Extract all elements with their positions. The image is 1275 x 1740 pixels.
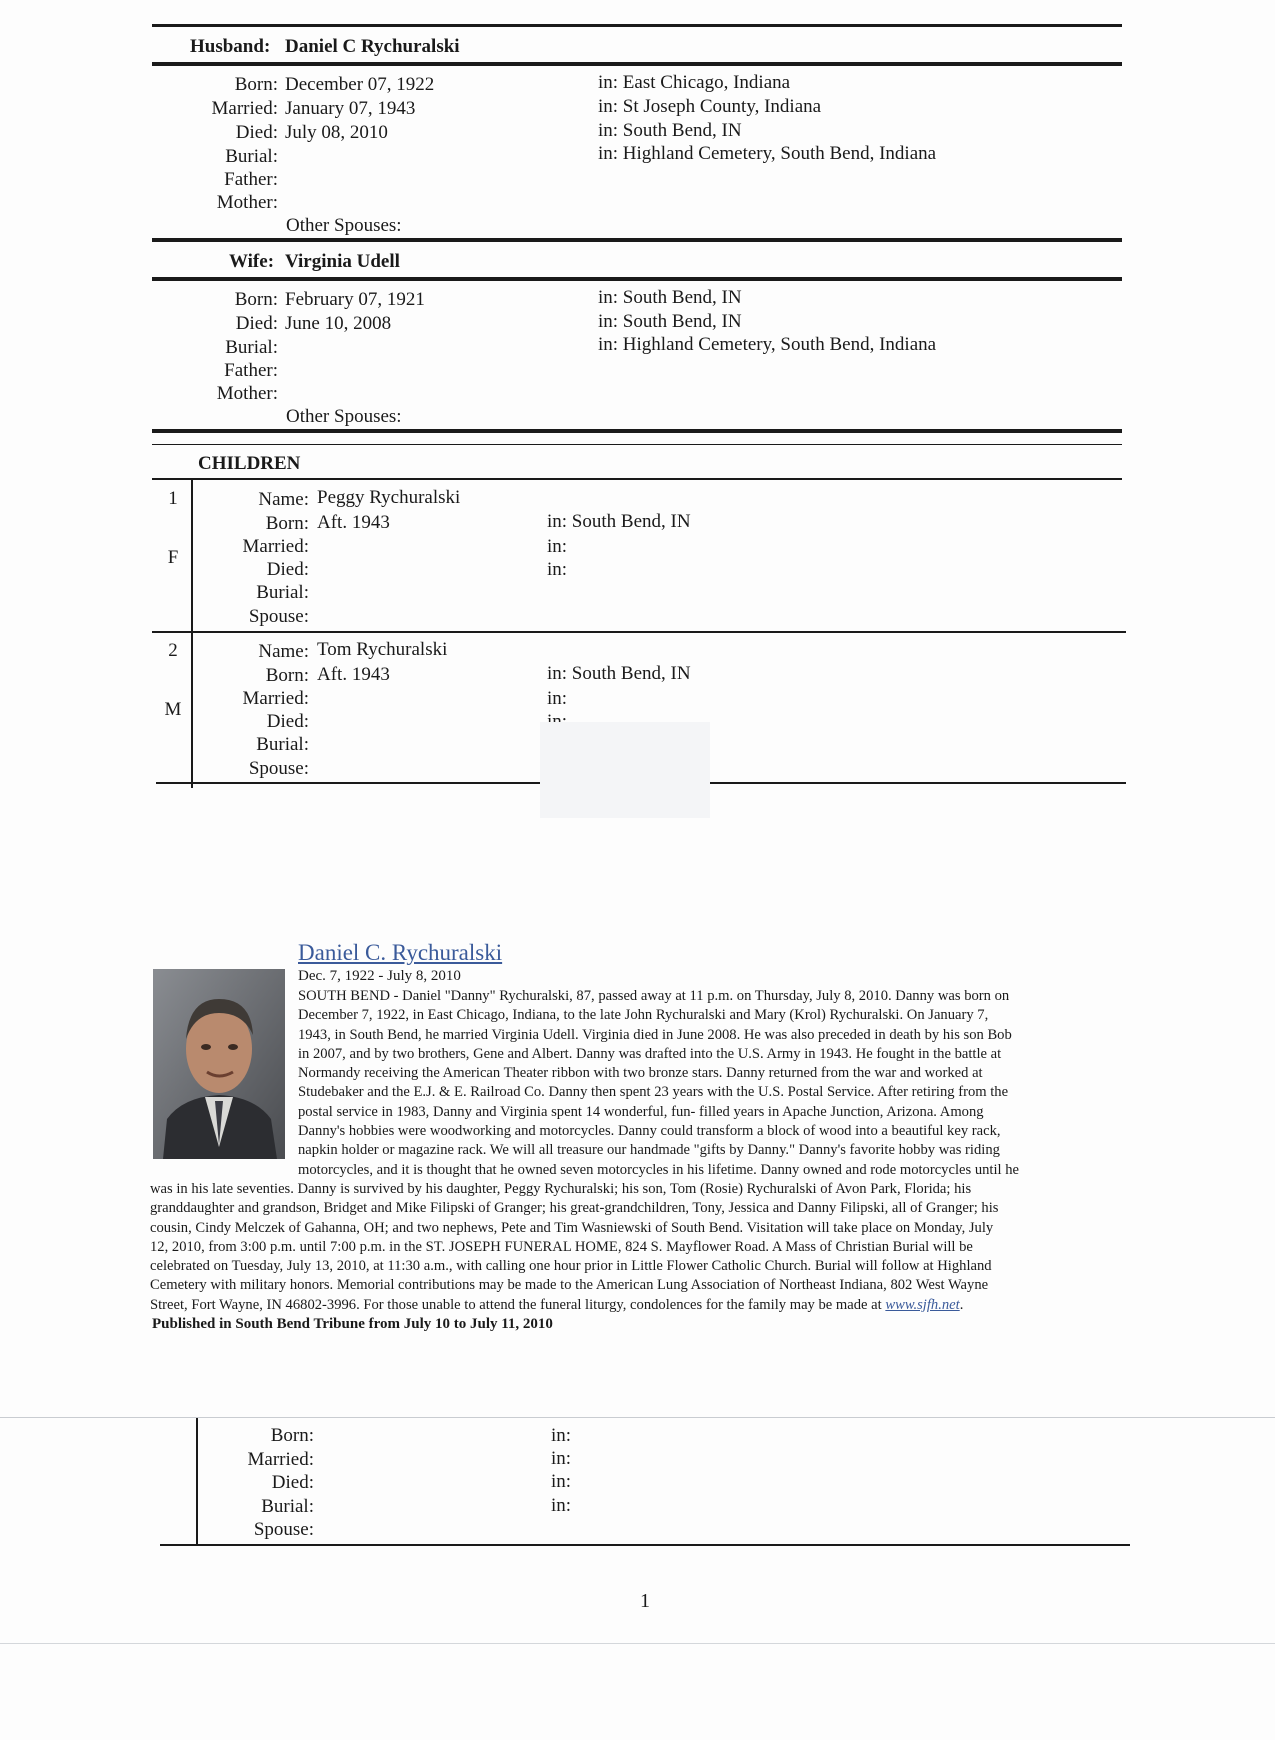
obit-line: Studebaker and the E.J. & E. Railroad Co. Danny then spent 23 years with the U.S. Postal Service. After retiring from the [298,1084,1009,1101]
child-2-sex: M [164,699,182,720]
child-2-born-place: in: South Bend, IN [547,663,691,684]
child-1-born-place: in: South Bend, IN [547,511,691,532]
husband-rule [152,62,1122,66]
child-1-died-in: in: [547,559,568,580]
child-1-sex: F [167,547,179,568]
children-heading: CHILDREN [198,453,301,474]
wife-name: Virginia Udell [285,251,400,272]
child-1-name: Peggy Rychuralski [317,487,461,508]
wife-mother-label: Mother: [216,383,278,404]
wife-rule [152,277,1122,281]
obit-line: 1943, in South Bend, he married Virginia Udell. Virginia died in June 2008. He was also preceded in death by his son Bob [298,1026,1012,1043]
child-1-married-in: in: [547,536,568,557]
wife-born-place: in: South Bend, IN [598,287,742,308]
obit-line: granddaughter and grandson, Bridget and Mike Filipski of Granger; his great-grandchildren, Tony, Jessica and Danny Filipski, all of Granger; his [150,1200,999,1217]
wife-born-date: February 07, 1921 [285,289,425,310]
children-heading-rule [152,478,1122,480]
child-2-born: Aft. 1943 [317,664,390,685]
child-1-married-label: Married: [242,536,309,557]
show-through-shade [540,722,710,818]
wife-top-rule [152,238,1122,242]
obit-last-text: Street, Fort Wayne, IN 46802-3996. For those unable to attend the funeral liturgy, condolences for the family may be made at [150,1296,886,1313]
husband-father-label: Father: [224,169,278,190]
husband-born-label: Born: [234,74,278,95]
bottom-born-label: Born: [270,1425,314,1446]
portrait-photo [153,969,285,1159]
child-1-burial-label: Burial: [256,582,309,603]
child-2-born-label: Born: [265,665,309,686]
bottom-born-in: in: [551,1425,572,1446]
husband-mother-label: Mother: [216,192,278,213]
husband-married-date: January 07, 1943 [285,98,416,119]
funeral-home-link[interactable]: www.sjfh.net [885,1296,960,1313]
husband-burial-place: in: Highland Cemetery, South Bend, Indiana [598,143,937,164]
obit-line: postal service in 1983, Danny and Virginia spent 14 wonderful, fun- filled years in Apache Junction, Arizona. Among [298,1103,984,1120]
published-note: Published in South Bend Tribune from July 10 to July 11, 2010 [152,1316,553,1332]
wife-other-spouses: Other Spouses: [286,406,402,427]
child-1-bottom-rule [152,631,1126,633]
obit-line: napkin holder or magazine rack. We will all treasure our handmade "gifts by Danny." Danny's favorite hobby was riding [298,1142,1000,1159]
husband-died-place: in: South Bend, IN [598,120,742,141]
overlay-edge-rule [0,1417,1275,1418]
wife-died-date: June 10, 2008 [285,313,392,334]
obit-line: motorcycles, and it is thought that he owned seven motorcycles in his lifetime. Danny owned and rode motorcycles until he [298,1161,1020,1178]
husband-heading: Husband: [190,36,271,57]
child-2-name: Tom Rychuralski [317,639,448,660]
obituary-dates: Dec. 7, 1922 - July 8, 2010 [298,968,461,984]
obit-line: celebrated on Tuesday, July 13, 2010, at 11:30 a.m., with calling one hour prior in Little Flower Catholic Church. Burial will follow at Highland [150,1258,992,1275]
wife-born-label: Born: [234,289,278,310]
obit-line-last [150,1296,1125,1315]
children-top-rule [152,429,1122,433]
obituary-title: Daniel C. Rychuralski [298,940,503,965]
bottom-rule [160,1544,1130,1546]
wife-died-place: in: South Bend, IN [598,311,742,332]
bottom-married-label: Married: [247,1449,314,1470]
obit-line: Danny's hobbies were woodworking and motorcycles. Danny could transform a block of wood into a beautiful key rack, [298,1123,1001,1140]
page-number: 1 [640,1590,650,1612]
obit-line: in 2007, and by two brothers, Gene and Albert. Danny was drafted into the U.S. Army in 1943. He fought in the battle at [298,1045,1002,1062]
bottom-died-in: in: [551,1471,572,1492]
child-1-born-label: Born: [265,513,309,534]
bottom-married-in: in: [551,1448,572,1469]
wife-burial-place: in: Highland Cemetery, South Bend, Indiana [598,334,937,355]
husband-burial-label: Burial: [225,146,278,167]
child-2-married-label: Married: [242,688,309,709]
wife-died-label: Died: [235,313,278,334]
child-2-married-in: in: [547,688,568,709]
page-bottom-edge [0,1643,1275,1644]
children-top-rule-2 [152,444,1122,445]
child-1-died-label: Died: [266,559,309,580]
child-1-number: 1 [168,488,178,509]
child-1-spouse-label: Spouse: [248,606,309,627]
wife-heading: Wife: [229,251,275,272]
obit-line: SOUTH BEND - Daniel "Danny" Rychuralski, 87, passed away at 11 p.m. on Thursday, July 8, 2010. Danny was born on [298,988,1010,1004]
wife-burial-label: Burial: [225,337,278,358]
top-rule [152,24,1122,27]
husband-other-spouses: Other Spouses: [286,215,402,236]
obit-line: December 7, 1922, in East Chicago, Indiana, to the late John Rychuralski and Mary (Krol) Rychuralski. On January 7, [298,1007,989,1024]
husband-name: Daniel C Rychuralski [285,36,460,57]
bottom-died-label: Died: [271,1472,314,1493]
bottom-burial-label: Burial: [261,1496,314,1517]
child-2-name-label: Name: [258,641,309,662]
child-2-died-label: Died: [266,711,309,732]
obit-last-end: . [959,1296,964,1313]
child-2-burial-label: Burial: [256,734,309,755]
husband-born-place: in: East Chicago, Indiana [598,72,791,93]
husband-died-label: Died: [235,122,278,143]
child-1-born: Aft. 1943 [317,512,390,533]
obit-line: was in his late seventies. Danny is survived by his daughter, Peggy Rychuralski; his son, Tom (Rosie) Rychuralski of Avon Park, Florida; his [150,1181,972,1197]
obit-line: Cemetery with military honors. Memorial contributions may be made to the American Lung Association of Northeast Indiana, 802 West Wayne [150,1277,989,1294]
husband-married-place: in: St Joseph County, Indiana [598,96,822,117]
obituary-paragraph-full [150,1180,1125,1315]
husband-married-label: Married: [211,98,278,119]
bottom-burial-in: in: [551,1495,572,1516]
child-2-number: 2 [168,640,178,661]
obit-line: Normandy receiving the American Theater ribbon with two bronze stars. Danny returned from the war and worked at [298,1065,983,1082]
obituary-paragraph-beside-photo [298,987,1118,1180]
husband-died-date: July 08, 2010 [285,122,388,143]
husband-born-date: December 07, 1922 [285,74,435,95]
child-2-spouse-label: Spouse: [248,758,309,779]
bottom-spouse-label: Spouse: [253,1519,314,1540]
child-1-name-label: Name: [258,489,309,510]
obit-line: 12, 2010, from 3:00 p.m. until 7:00 p.m. in the ST. JOSEPH FUNERAL HOME, 824 S. Mayflower Road. A Mass of Christian Burial will be [150,1238,973,1255]
obit-line: cousin, Cindy Melczek of Gahanna, OH; and two nephews, Pete and Tim Wasniewski of South Bend. Visitation will take place on Monday, July [150,1219,994,1236]
wife-father-label: Father: [224,360,278,381]
